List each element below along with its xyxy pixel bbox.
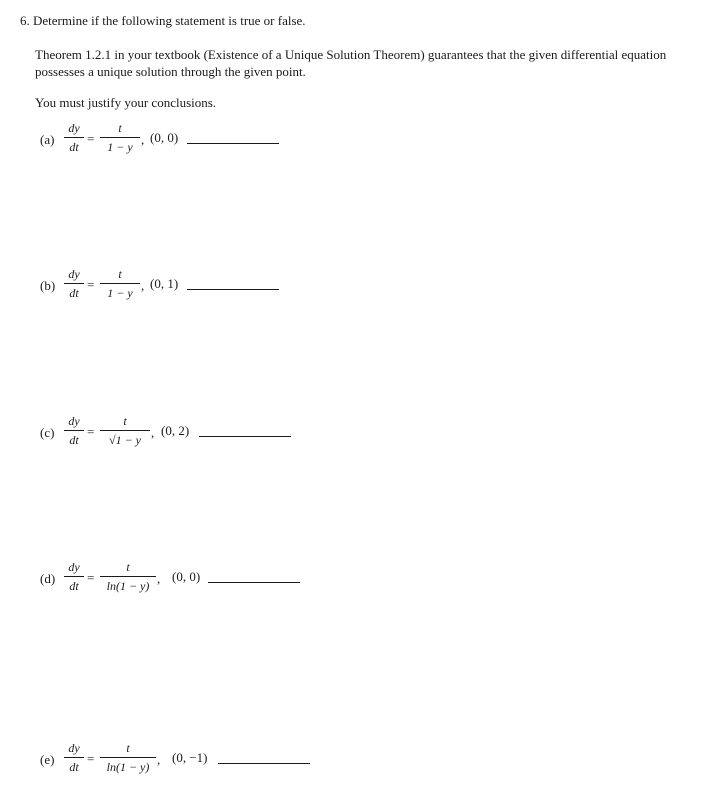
- rhs-numerator: t: [126, 741, 130, 755]
- part-label: (d): [40, 571, 56, 586]
- question-heading: 6. Determine if the following statement is true or false.: [20, 13, 306, 28]
- rhs-fraction: [100, 740, 156, 775]
- rhs-denominator: 1 − y: [107, 286, 133, 300]
- point: (0, 2): [161, 423, 190, 438]
- lhs-denominator: dt: [69, 140, 79, 154]
- lhs-denominator: dt: [69, 286, 79, 300]
- lhs-numerator: dy: [68, 414, 80, 428]
- equals-sign: =: [87, 131, 95, 146]
- part-label: (a): [40, 132, 55, 147]
- equals-sign: =: [87, 751, 95, 766]
- point: (0, 0): [150, 130, 179, 145]
- rhs-numerator: t: [123, 414, 127, 428]
- part-a: (a) dy dt = t 1 − y , (0, 0): [40, 120, 700, 160]
- lhs-fraction: [64, 266, 84, 301]
- lhs-denominator: dt: [69, 579, 79, 593]
- lhs-fraction: [64, 120, 84, 155]
- part-c: (c) dy dt = t √1 − y , (0, 2): [40, 413, 700, 453]
- lhs-denominator: dt: [69, 433, 79, 447]
- instruction-text: You must justify your conclusions.: [35, 95, 217, 110]
- lhs-fraction: [64, 559, 84, 594]
- rhs-fraction: [100, 559, 156, 594]
- lhs-fraction: [64, 413, 84, 448]
- point: (0, −1): [172, 750, 208, 765]
- part-label: (c): [40, 425, 55, 440]
- theorem-statement: Theorem 1.2.1 in your textbook (Existence of a Unique Solution Theorem) guarantees that the given differential equation possesses a unique solution through the given point.: [35, 47, 667, 79]
- lhs-denominator: dt: [69, 760, 79, 774]
- lhs-numerator: dy: [68, 560, 80, 574]
- rhs-denominator: 1 − y: [107, 140, 133, 154]
- part-b: (b) dy dt = t 1 − y , (0, 1): [40, 266, 700, 306]
- lhs-numerator: dy: [68, 121, 80, 135]
- answer-blank[interactable]: [208, 582, 300, 583]
- rhs-fraction: [100, 266, 140, 301]
- answer-blank[interactable]: [218, 763, 310, 764]
- answer-blank[interactable]: [187, 143, 279, 144]
- part-d: (d) dy dt = t ln(1 − y) , (0, 0): [40, 559, 700, 599]
- rhs-denominator: √1 − y: [108, 433, 141, 447]
- part-label: (b): [40, 278, 56, 293]
- rhs-denominator: ln(1 − y): [106, 579, 150, 593]
- rhs-numerator: t: [118, 121, 122, 135]
- rhs-numerator: t: [126, 560, 130, 574]
- equals-sign: =: [87, 277, 95, 292]
- point: (0, 0): [172, 569, 201, 584]
- part-e: (e) dy dt = t ln(1 − y) , (0, −1): [40, 740, 700, 780]
- equals-sign: =: [87, 570, 95, 585]
- lhs-fraction: [64, 740, 84, 775]
- lhs-numerator: dy: [68, 741, 80, 755]
- answer-blank[interactable]: [187, 289, 279, 290]
- point: (0, 1): [150, 276, 179, 291]
- lhs-numerator: dy: [68, 267, 80, 281]
- rhs-denominator: ln(1 − y): [106, 760, 150, 774]
- answer-blank[interactable]: [199, 436, 291, 437]
- rhs-fraction: [100, 120, 140, 155]
- part-label: (e): [40, 752, 55, 767]
- equals-sign: =: [87, 424, 95, 439]
- rhs-numerator: t: [118, 267, 122, 281]
- rhs-fraction: [100, 413, 150, 448]
